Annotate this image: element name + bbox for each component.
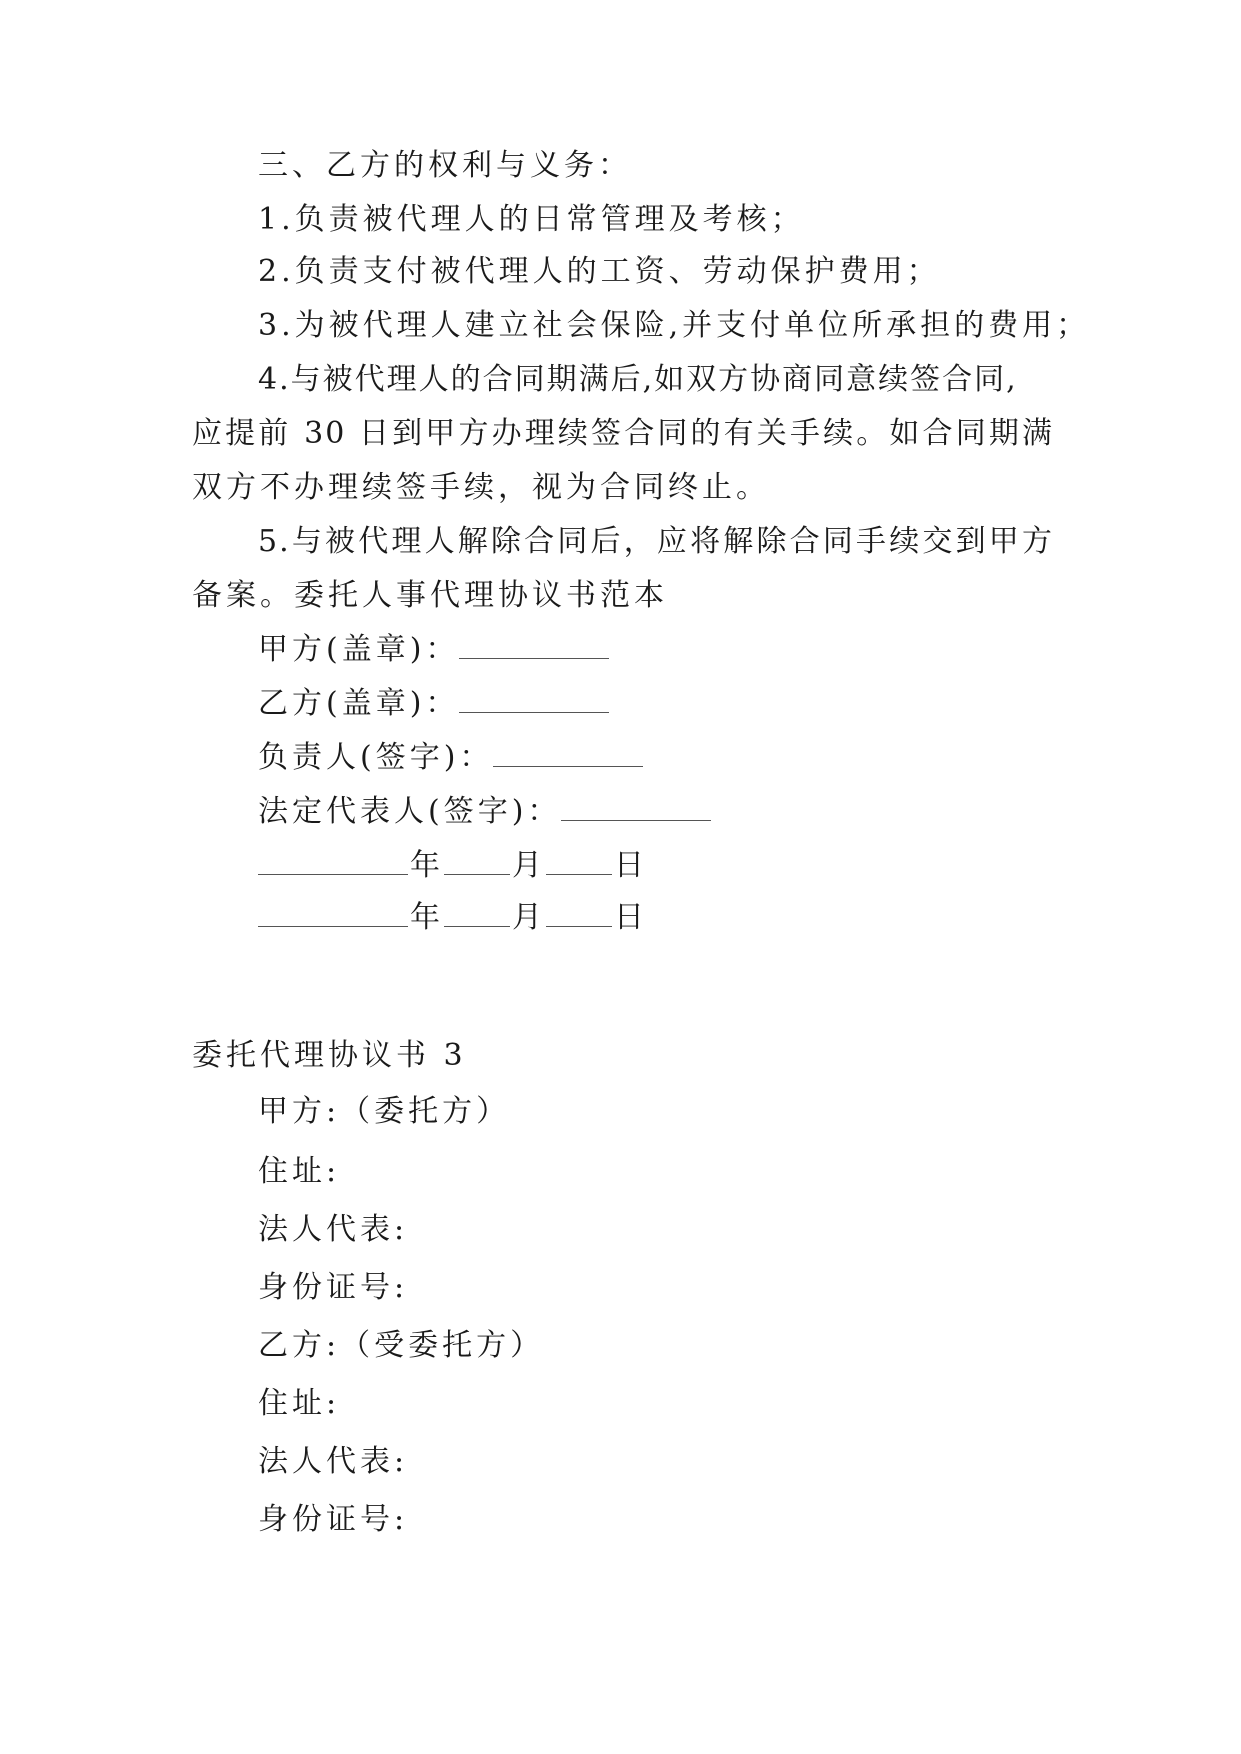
party-a-label: 甲方:（委托方） [258, 1094, 511, 1129]
clause-4-line-1: 4.与被代理人的合同期满后,如双方协商同意续签合同, [258, 362, 1018, 397]
party-a-id-number: 身份证号: [258, 1270, 409, 1305]
year-label: 年 [410, 900, 444, 935]
party-b-id-number: 身份证号: [258, 1502, 409, 1537]
section-heading: 三、乙方的权利与义务： [258, 148, 632, 183]
year-blank[interactable] [258, 848, 408, 875]
clause-1: 1.负责被代理人的日常管理及考核； [258, 202, 805, 237]
month-blank[interactable] [444, 848, 510, 875]
party-b-legal-rep: 法人代表: [258, 1444, 409, 1479]
month-blank[interactable] [444, 900, 510, 927]
day-blank[interactable] [546, 900, 612, 927]
party-a-seal-blank[interactable] [459, 632, 609, 659]
party-b-seal-line [258, 684, 611, 724]
day-label: 日 [614, 848, 648, 883]
clause-2: 2.负责支付被代理人的工资、劳动保护费用； [258, 254, 941, 289]
legal-rep-sign-blank[interactable] [561, 794, 711, 821]
party-b-address: 住址: [258, 1386, 341, 1421]
legal-rep-sign-label: 法定代表人(签字)： [258, 794, 562, 829]
clause-5-line-2: 备案。委托人事代理协议书范本 [192, 578, 668, 613]
day-blank[interactable] [546, 848, 612, 875]
day-label: 日 [614, 900, 648, 935]
party-a-legal-rep: 法人代表: [258, 1212, 409, 1247]
clause-4-line-3: 双方不办理续签手续，视为合同终止。 [192, 470, 770, 505]
year-label: 年 [410, 848, 444, 883]
responsible-sign-label: 负责人(签字)： [258, 740, 494, 775]
month-label: 月 [512, 848, 546, 883]
party-a-seal-line [258, 630, 611, 670]
year-blank[interactable] [258, 900, 408, 927]
clause-3: 3.为被代理人建立社会保险,并支付单位所承担的费用； [258, 308, 1091, 343]
responsible-sign-blank[interactable] [493, 740, 643, 767]
legal-rep-sign-line [258, 792, 713, 832]
date-line-2 [258, 898, 648, 938]
party-b-label: 乙方:（受委托方） [258, 1328, 545, 1363]
party-a-seal-label: 甲方(盖章)： [258, 632, 460, 667]
clause-5-line-1: 5.与被代理人解除合同后，应将解除合同手续交到甲方 [258, 524, 1054, 559]
month-label: 月 [512, 900, 546, 935]
agreement-title: 委托代理协议书 3 [192, 1038, 467, 1073]
party-b-seal-blank[interactable] [459, 686, 609, 713]
responsible-sign-line [258, 738, 645, 778]
date-line-1 [258, 846, 648, 886]
party-b-seal-label: 乙方(盖章)： [258, 686, 460, 721]
clause-4-line-2: 应提前 30 日到甲方办理续签合同的有关手续。如合同期满 [192, 416, 1054, 451]
party-a-address: 住址: [258, 1154, 341, 1189]
